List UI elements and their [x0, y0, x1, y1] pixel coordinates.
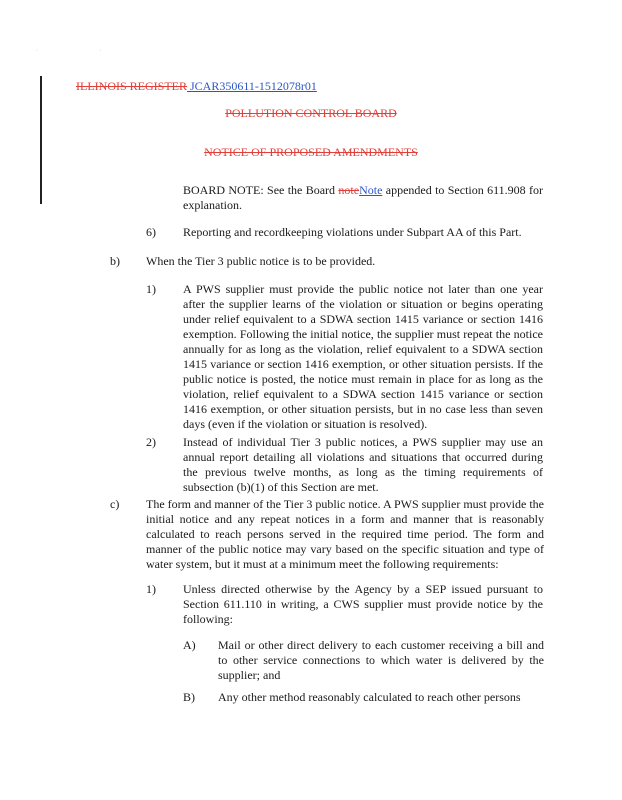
b1-text: A PWS supplier must provide the public notice not later than one year after the supplier learns of the violation or situation or begins operating under relief equivalent to a SDWA section 1415 variance or section 1416 exemption. Following the initial notice, the supplier must repeat the notice annually for as long as the violation, relief equivalent to a SDWA section 1415 variance or section 1416 exemption, or other situation persists. If the public notice is posted, the notice must remain in place for as long as the violation, relief equivalent to a SDWA section 1415 variance or section 1416 exemption, or other situation persists, but in no case less than seven days (even if the violation or situation is resolved).: [183, 282, 543, 431]
item-6-text: Reporting and recordkeeping violations under Subpart AA of this Part.: [183, 225, 522, 239]
b1-number: 1): [146, 282, 156, 296]
inserted-note: Note: [359, 183, 383, 197]
subsection-c-text: The form and manner of the Tier 3 public notice. A PWS supplier must provide the initial notice and any repeat notices in a form and manner that is reasonably calculated to reach persons served in the required time period. The form and manner of the public notice may vary based on the specific situation and type of water system, but it must at a minimum meet the following requirements:: [146, 497, 544, 571]
register-header: [76, 79, 317, 94]
subsection-c-label: c): [110, 497, 120, 511]
board-title: POLLUTION CONTROL BOARD: [225, 106, 397, 120]
notice-title: NOTICE OF PROPOSED AMENDMENTS: [204, 145, 418, 159]
c1b-text: Any other method reasonably calculated to reach other persons: [218, 690, 521, 704]
c1a-text: Mail or other direct delivery to each customer receiving a bill and to other service connections to which water is delivered by the supplier; and: [218, 638, 544, 682]
struck-note: note: [338, 183, 360, 197]
revision-change-bar: [40, 76, 42, 204]
subsection-b-text: When the Tier 3 public notice is to be provided.: [146, 254, 376, 268]
document-id: JCAR350611-1512078r01: [190, 79, 317, 93]
scan-artifact: · ·: [36, 48, 132, 54]
c1-number: 1): [146, 582, 156, 596]
c1b-number: B): [183, 690, 195, 704]
b2-text: Instead of individual Tier 3 public notices, a PWS supplier may use an annual report detailing all violations and situations that occurred during the previous twelve months, as long as the timing requirements of subsection (b)(1) of this Section are met.: [183, 435, 543, 494]
b2-number: 2): [146, 435, 156, 449]
struck-register-title: ILLINOIS REGISTER: [76, 79, 187, 93]
board-note: BOARD NOTE: See the Board noteNote appended to Section 611.908 for explanation.: [183, 183, 543, 212]
subsection-b-label: b): [110, 254, 120, 268]
c1a-number: A): [183, 638, 196, 652]
c1-text: Unless directed otherwise by the Agency by a SEP issued pursuant to Section 611.110 in writing, a CWS supplier must provide notice by the following:: [183, 582, 543, 626]
item-6-number: 6): [146, 225, 156, 239]
